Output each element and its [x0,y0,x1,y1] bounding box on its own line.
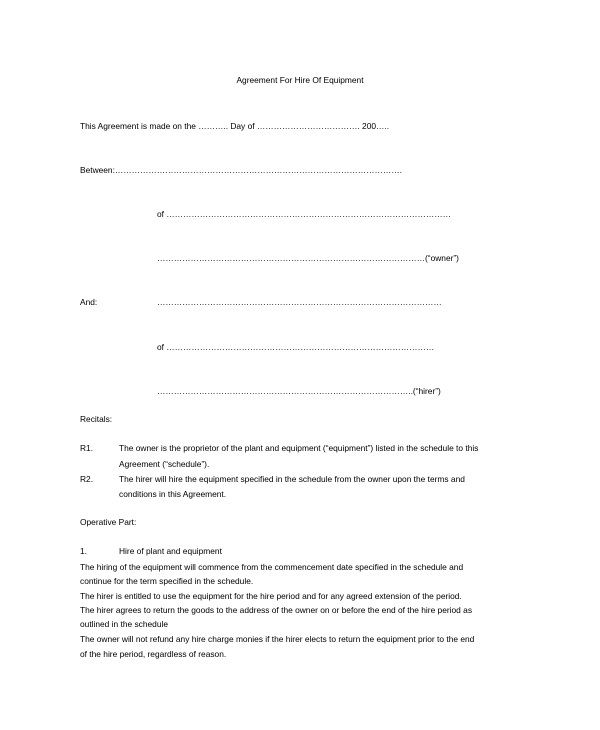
operative-heading: Operative Part: [80,517,137,527]
recital-r1-number: R1. [80,443,94,453]
section-number: 1. [80,546,87,556]
recital-r1-line1: The owner is the proprietor of the plant and equipment (“equipment”) listed in the schedule to this [119,443,479,453]
recital-r1-line2: Agreement (“schedule”). [119,459,210,469]
party2-address-line: of …………………………………………………………………………………… [157,342,435,352]
section-title: Hire of plant and equipment [119,546,222,556]
party1-address-line: of ………………………………………………………………………………………… [157,209,452,219]
party2-name-line: ………………………………………………………………………………..(“hirer”) [157,386,441,396]
document-title: Agreement For Hire Of Equipment [236,75,364,85]
and-label: And: [80,297,98,307]
party1-name-line: ……………………………………………………………………………………(“owner”) [157,253,459,263]
body-line: of the hire period, regardless of reason. [80,649,227,659]
recital-r2-number: R2. [80,474,94,484]
body-line: The hiring of the equipment will commence from the commencement date specified in the schedule and [80,562,464,572]
body-line: The hirer is entitled to use the equipment for the hire period and for any agreed extension of the period. [80,591,462,601]
body-line: outlined in the schedule [80,619,169,629]
body-line: The owner will not refund any hire charge monies if the hirer elects to return the equipment prior to the end [80,634,475,644]
recital-r2-line2: conditions in this Agreement. [119,489,227,499]
party2-line: ………………………………………………………………………………………… [157,297,442,307]
agreement-date-line: This Agreement is made on the ……….. Day of ………………………………. 200….. [80,121,390,131]
body-line: continue for the term specified in the schedule. [80,576,254,586]
body-line: The hirer agrees to return the goods to the address of the owner on or before the end of the hire period as [80,605,473,615]
between-line: Between:…………………………………………………………………………………………. [80,165,402,175]
recitals-heading: Recitals: [80,414,113,424]
recital-r2-line1: The hirer will hire the equipment specified in the schedule from the owner upon the terms and [119,474,465,484]
